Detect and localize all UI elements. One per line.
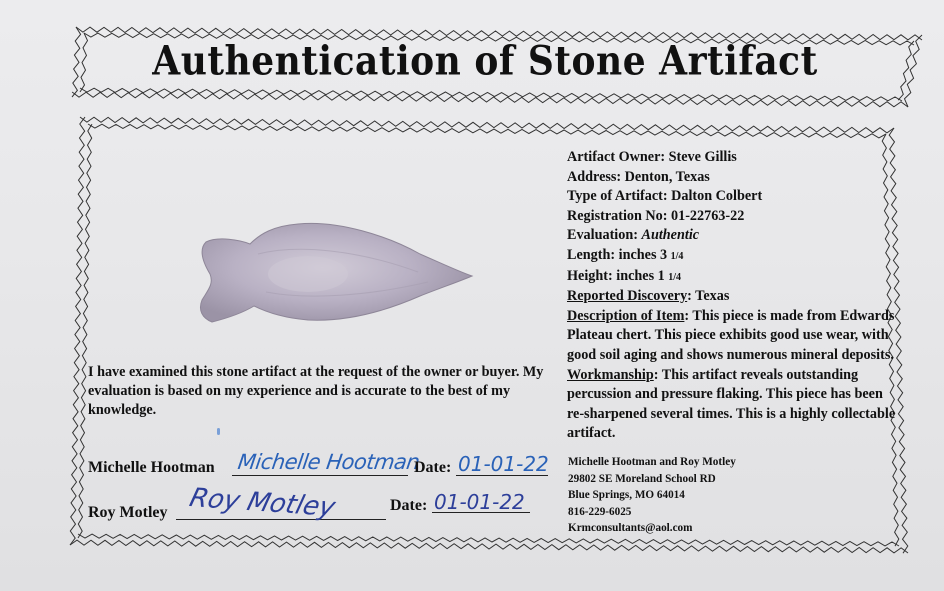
zigzag-border-left [80, 33, 88, 92]
length-label: Length: inches 3 [567, 246, 671, 263]
workmanship-text: : This artifact reveals outstanding percussion and pressure flaking. This piece has been re-sharpened several times. This is a highly collectable artifact. [567, 366, 896, 442]
discovery-label: Reported Discovery [567, 288, 688, 305]
certificate-title: Authentication of Stone Artifact [152, 37, 818, 85]
zigzag-border-top [88, 124, 886, 138]
contact-city: Blue Springs, MO 64014 [568, 489, 685, 502]
date-roy: 01-01-22 [434, 490, 525, 514]
height-label: Height: inches 1 [567, 267, 669, 284]
signature-line-michelle [232, 475, 408, 476]
signature-roy: Roy Motley [186, 483, 339, 523]
contact-block [568, 454, 736, 537]
contact-names: Michelle Hootman and Roy Motley [568, 456, 736, 468]
zigzag-border-right [898, 41, 914, 100]
workmanship-paragraph [567, 366, 897, 444]
description-text: : This piece is made from Edwards Plateau chert. This piece exhibits good use wear, with good soil aging and shows numerous mineral deposits. [567, 307, 895, 363]
contact-phone: 816-229-6025 [568, 505, 632, 518]
owner-line: Artifact Owner: Steve Gillis [567, 149, 737, 165]
artifact-type-line: Type of Artifact: Dalton Colbert [567, 188, 763, 205]
ink-mark [217, 428, 220, 435]
evaluation-label: Evaluation: [567, 227, 642, 244]
length-line [567, 246, 897, 267]
evaluation-line [567, 226, 897, 246]
signature-michelle: Michelle Hootman [236, 450, 422, 474]
signer-name-roy: Roy Motley [88, 504, 168, 521]
contact-street: 29802 SE Moreland School RD [568, 472, 716, 485]
description-paragraph [567, 307, 897, 366]
attestation-statement: I have examined this stone artifact at the request of the owner or buyer. My evaluation is based on my experience and is accurate to the best of my knowledge. [88, 364, 544, 418]
registration-line: Registration No: 01-22763-22 [567, 207, 745, 224]
address-line: Address: Denton, Texas [567, 168, 710, 185]
discovery-line [567, 287, 897, 307]
zigzag-border-left [70, 117, 85, 545]
zigzag-border-left [72, 27, 81, 97]
zigzag-border-bottom [78, 534, 899, 546]
discovery-value: : Texas [687, 288, 730, 305]
date-label-michelle: Date: [414, 459, 452, 476]
evaluation-value: Authentic [641, 227, 700, 244]
stone-artifact-image [188, 214, 478, 332]
signer-name-michelle: Michelle Hootman [88, 459, 215, 476]
artifact-details [567, 148, 897, 444]
zigzag-border-top [80, 117, 894, 133]
height-line [567, 267, 897, 288]
workmanship-label: Workmanship [567, 366, 654, 383]
description-label: Description of Item [567, 307, 685, 324]
zigzag-border-right [905, 35, 923, 107]
date-michelle: 01-01-22 [458, 452, 549, 476]
contact-email: Krmconsultants@aol.com [568, 522, 693, 535]
length-fraction: 1/4 [670, 250, 684, 262]
height-fraction: 1/4 [668, 271, 682, 283]
date-label-roy: Date: [390, 497, 428, 514]
